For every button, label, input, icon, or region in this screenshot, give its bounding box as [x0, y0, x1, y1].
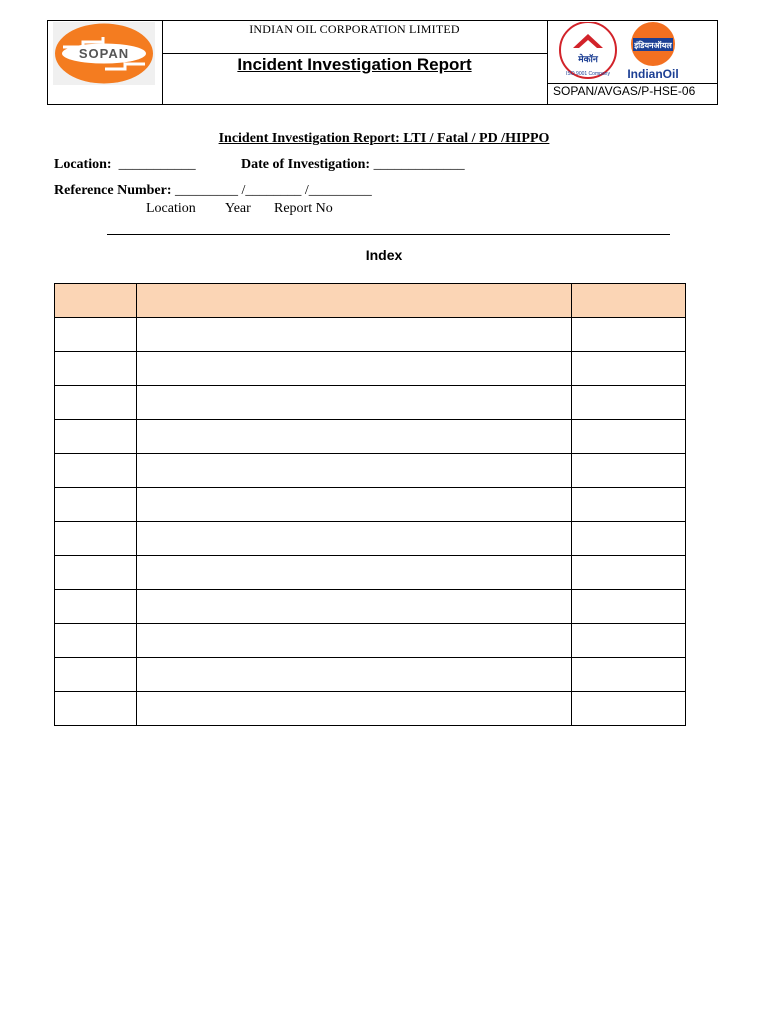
ioc-logo-text: IndianOil — [627, 67, 679, 81]
table-row — [55, 522, 686, 556]
reference-blank: _________ /________ /_________ — [175, 183, 372, 198]
table-cell-1[interactable] — [55, 556, 137, 590]
ref-sub-year: Year — [225, 201, 251, 216]
table-cell-3[interactable] — [572, 624, 686, 658]
table-cell-2[interactable] — [136, 556, 571, 590]
header-bottom-border — [47, 104, 718, 105]
sopan-logo-text: SOPAN — [78, 46, 130, 61]
index-header-cell-3 — [572, 284, 686, 318]
table-cell-3[interactable] — [572, 318, 686, 352]
document-code: SOPAN/AVGAS/P-HSE-06 — [553, 84, 696, 98]
table-cell-2[interactable] — [136, 488, 571, 522]
table-cell-2[interactable] — [136, 386, 571, 420]
table-cell-3[interactable] — [572, 454, 686, 488]
table-cell-1[interactable] — [55, 386, 137, 420]
index-table-body — [55, 318, 686, 726]
table-cell-3[interactable] — [572, 488, 686, 522]
separator-line — [107, 234, 670, 235]
table-cell-2[interactable] — [136, 692, 571, 726]
table-row — [55, 590, 686, 624]
sopan-logo — [53, 22, 155, 85]
table-cell-1[interactable] — [55, 522, 137, 556]
index-header-cell-1 — [55, 284, 137, 318]
table-cell-2[interactable] — [136, 658, 571, 692]
table-cell-3[interactable] — [572, 692, 686, 726]
date-label: Date of Investigation: — [241, 157, 371, 172]
page-title: Incident Investigation Report — [237, 55, 472, 74]
table-cell-1[interactable] — [55, 658, 137, 692]
partner-logos — [553, 22, 717, 82]
table-cell-2[interactable] — [136, 318, 571, 352]
index-header-cell-2 — [136, 284, 571, 318]
reference-label: Reference Number: — [54, 183, 172, 198]
header-mid-line — [162, 53, 547, 54]
table-cell-1[interactable] — [55, 590, 137, 624]
location-blank: ___________ — [118, 157, 196, 172]
index-table — [54, 283, 686, 726]
ioc-hindi-text: इंडियनऑयल — [634, 41, 672, 50]
header-divider-2 — [547, 20, 548, 105]
date-blank: _____________ — [373, 157, 465, 172]
table-cell-1[interactable] — [55, 352, 137, 386]
location-field — [54, 157, 196, 173]
table-cell-3[interactable] — [572, 658, 686, 692]
table-cell-2[interactable] — [136, 522, 571, 556]
table-cell-3[interactable] — [572, 386, 686, 420]
table-cell-3[interactable] — [572, 420, 686, 454]
index-header-row — [55, 284, 686, 318]
mecon-logo — [560, 22, 616, 78]
indianoil-logo — [627, 22, 678, 81]
header-top-border — [47, 20, 718, 21]
ref-sub-location: Location — [146, 201, 196, 216]
table-row — [55, 352, 686, 386]
table-cell-2[interactable] — [136, 624, 571, 658]
mecon-iso-text: ISO 9001 Company — [566, 71, 610, 77]
header-left-border — [47, 20, 48, 105]
table-cell-1[interactable] — [55, 420, 137, 454]
ref-sub-report-no: Report No — [274, 201, 333, 216]
table-cell-1[interactable] — [55, 318, 137, 352]
table-cell-3[interactable] — [572, 522, 686, 556]
table-cell-2[interactable] — [136, 590, 571, 624]
table-row — [55, 692, 686, 726]
table-row — [55, 318, 686, 352]
table-cell-3[interactable] — [572, 556, 686, 590]
mecon-logo-text: मेकॉन — [578, 55, 598, 65]
table-row — [55, 454, 686, 488]
table-row — [55, 420, 686, 454]
table-cell-1[interactable] — [55, 692, 137, 726]
table-row — [55, 624, 686, 658]
reference-field — [54, 183, 372, 199]
table-cell-1[interactable] — [55, 624, 137, 658]
table-row — [55, 488, 686, 522]
index-heading: Index — [365, 247, 403, 263]
table-cell-1[interactable] — [55, 488, 137, 522]
table-cell-2[interactable] — [136, 420, 571, 454]
table-cell-3[interactable] — [572, 590, 686, 624]
table-cell-1[interactable] — [55, 454, 137, 488]
table-cell-3[interactable] — [572, 352, 686, 386]
table-cell-2[interactable] — [136, 454, 571, 488]
location-label: Location: — [54, 157, 112, 172]
table-row — [55, 386, 686, 420]
table-row — [55, 556, 686, 590]
date-field — [241, 157, 465, 173]
table-cell-2[interactable] — [136, 352, 571, 386]
company-name: INDIAN OIL CORPORATION LIMITED — [249, 22, 460, 36]
table-row — [55, 658, 686, 692]
report-subtitle: Incident Investigation Report: LTI / Fatal / PD /HIPPO — [218, 131, 550, 146]
